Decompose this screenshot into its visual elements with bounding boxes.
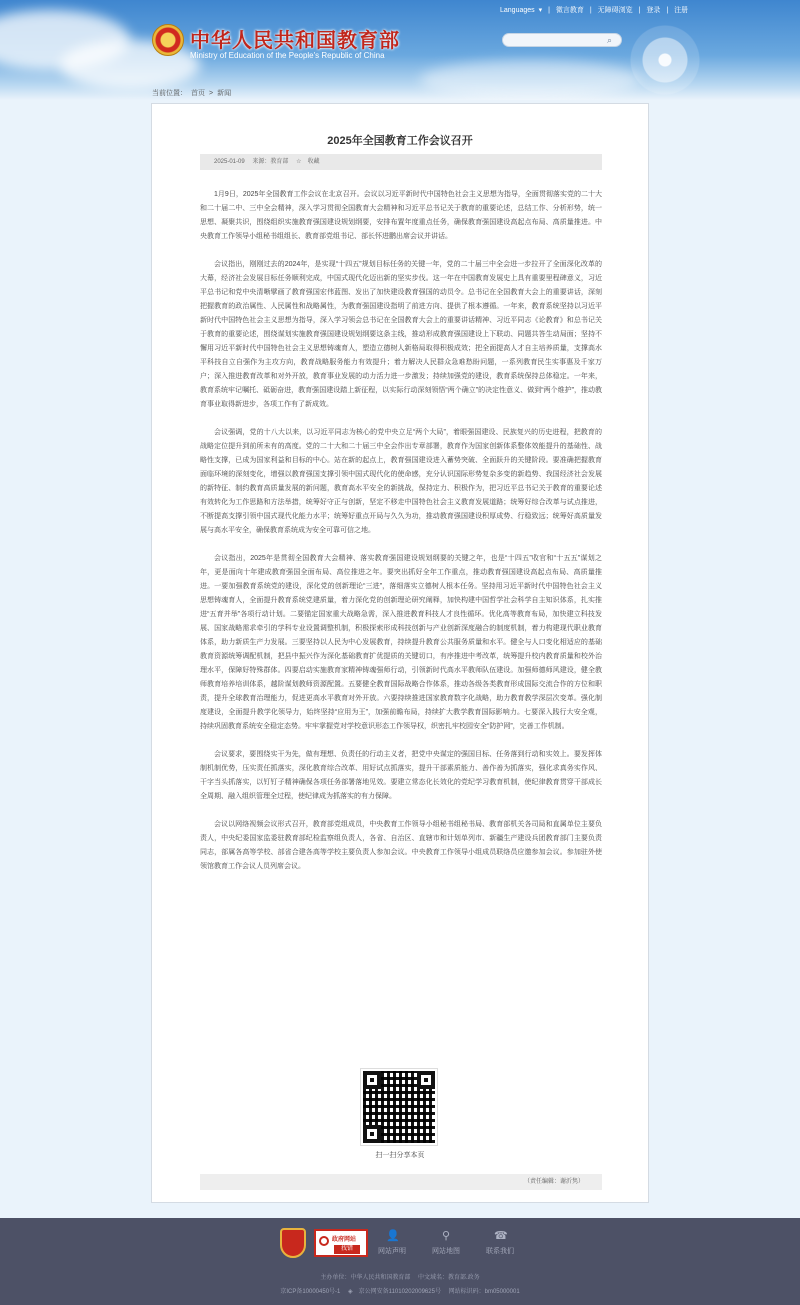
party-government-badge-icon[interactable] [280, 1228, 306, 1258]
qr-finder-pattern [417, 1071, 435, 1089]
location-pin-icon: ⚲ [441, 1230, 451, 1242]
article-container [151, 103, 649, 1203]
footer-domain: 中文域名：教育部.政务 [418, 1275, 480, 1281]
magnifier-icon [319, 1236, 329, 1246]
footer-organizer-line [0, 1272, 800, 1281]
topnav-languages[interactable]: Languages [500, 7, 535, 14]
footer-link-sitemap[interactable] [426, 1230, 466, 1256]
article-paragraph: 1月9日，2025年全国教育工作会议在北京召开。会议以习近平新时代中国特色社会主义思想为指导，全面贯彻落实党的二十大和二十届二中、三中全会精神，深入学习贯彻全国教育大会精神和习近平总书记关于教育的重要论述，总结工作、分析形势，统一思想、凝聚共识，围绕组织实施教育强国建设规划纲要，安排布置年度重点任务，确保教育强国建设高起点布局、高质量推进。中央教育工作领导小组秘书组组长、教育部党组书记、部长怀进鹏出席会议并讲话。 [200, 191, 602, 240]
contact-icon: ☎ [494, 1230, 508, 1242]
footer-organizer: 主办单位：中华人民共和国教育部 [320, 1275, 411, 1281]
dandelion-decoration [630, 25, 700, 95]
article-paragraph: 会议指出，2025年是贯彻全国教育大会精神、落实教育强国建设规划纲要的关键之年，也是“十四五”收官和“十五五”谋划之年，更是面向十年建成教育强国全面布局、高位推进之年。要突出抓好全年工作重点，推动教育强国建设高起点布局、高质量推进。一要加强教育系统党的建设，深化党的创新理论“三进”，落细落实立德树人根本任务。坚持用习近平新时代中国特色社会主义思想铸魂育人，全面提升教育系统党建质量，着力深化党的创新理论研究阐释，加快构建中国哲学社会科学自主知识体系，扎实推进“五育并举”各项行动计划。二要锚定国家重大战略急需，深入推进教育科技人才良性循环。优化高等教育布局，加快建立科技发展、国家战略需求牵引的学科专业设置调整机制，积极探索形成科技创新与产业创新深度融合的制度机制，着力构建现代职业教育体系，助力新质生产力发展。三要坚持以人民为中心发展教育，持续提升教育公共服务质量和水平。健全与人口变化相适应的基础教育资源统筹调配机制，把县中振兴作为深化基础教育扩优提质的关键切口，有序推进中考改革，统筹提升校内教育质量和校外治理水平，保障好特殊群体。四要启动实施教育家精神铸魂强师行动，引领新时代高水平教师队伍建设。加强师德师风建设，健全教师教育培养培训体系，越阶谋划教师资源配置。五要健全教育国际战略合作体系，推动各级各类教育形成国际交流合作的方位和职责，提升全球教育治理能力，促进更高水平教育对外开放。六要持续推进国家教育数字化战略，助力教育教学深层次变革。强化制度建设，全面提升教学化领导力，始终坚持“应用为王”，加强前瞻布局，持续扩大教学教育国际影响力。七要深入践行大安全观，持续巩固教育系统安全稳定态势。牢牢掌握党对学校意识形态工作领导权，织密扎牢校园安全“防护网”，完善工作机制。 [200, 555, 602, 730]
government-site-error-report-badge[interactable] [314, 1229, 368, 1257]
topnav-register[interactable]: 注册 [674, 7, 689, 14]
article-paragraph: 会议强调，党的十八大以来，以习近平同志为核心的党中央立足“两个大局”，着眼强国建设、民族复兴的历史进程，把教育的战略定位提升到前所未有的高度。党的二十大和二十届三中全会作出专章部署，教育作为国家创新体系整体效能提升的基础性、战略性支撑，已成为国家利益和目标的中心。站在新的起点上，教育强国建设进入蓄势突破、全面跃升的关键阶段。要准确把握教育面临环境的深刻变化，增强以教育强国支撑引领中国式现代化的使命感，充分认识国际形势复杂多变的新趋势、我国经济社会发展的新特征、制约教育高质量发展的新问题，教育高水平安全的新挑战，保持定力、积极作为，把习近平总书记关于教育的重要论述有效转化为工作思路和方法举措，统筹好守正与创新，坚定不移走中国特色社会主义教育发展道路；统筹好综合改革与试点推进，不断提高支撑引领中国式现代化能力水平；统筹好重点开局与久久为功，推动教育强国建设积厚成势、行稳致远；统筹好高质量发展与高水平安全，确保教育系统成为安全可靠可信之地。 [200, 429, 602, 534]
search-icon[interactable]: ⌕ [607, 35, 613, 45]
site-subtitle: Ministry of Education of the People's Republic of China [190, 51, 385, 60]
chevron-down-icon: ▾ [538, 7, 543, 14]
footer-link-label: 联系我们 [486, 1248, 514, 1255]
article-paragraph: 会议指出，刚刚过去的2024年，是实现“十四五”规划目标任务的关键一年，党的二十届三中全会进一步拉开了全面深化改革的大幕，经济社会发展目标任务顺利完成，中国式现代化迈出新的坚实步伐。这一年在中国教育发展史上具有重要里程碑意义，习近平总书记和党中央清晰擘画了教育强国宏伟蓝图、发出了加快建设教育强国的动员令。总书记在全国教育大会上的重要讲话，深刻把握教育的政治属性、人民属性和战略属性，为教育强国建设指明了前进方向、提供了根本遵循。一年来，教育系统坚持以习近平新时代中国特色社会主义思想为指导，深入学习领会总书记在全国教育大会上的重要讲话精神、习近平同志《论教育》和总书记关于教育的重要论述，围绕谋划实施教育强国建设规划纲要这条主线，推动形成教育强国建设上下联动、同题共答生动局面；坚持不懈用习近平新时代中国特色社会主义思想铸魂育人，塑造立德树人新格局取得积极成效；把全面提高人才自主培养质量，支撑高水平科技自立自强作为主攻方向，教育战略服务能力有效提升；着力解决人民群众急难愁盼问题，一系列教育民生实事惠及千家万户；深入推进教育改革和对外开放，教育事业发展的动力活力进一步激发；持续加强党的建设，教育系统保持总体稳定。一年来，教育系统牢记嘱托、砥砺奋进，教育强国建设踏上新征程，以实际行动深刻领悟“两个确立”的决定性意义、做到“两个维护”，推动教育事业取得新进步，各项工作有了新成效。 [200, 261, 602, 408]
topnav-separator: | [589, 7, 592, 14]
footer-site-code: 网站标识码：bm05000001 [448, 1289, 520, 1295]
breadcrumb-label: 当前位置： [152, 90, 187, 97]
footer-icp[interactable]: 京ICP备10000450号-1 [280, 1289, 341, 1295]
breadcrumb-news[interactable]: 新闻 [217, 90, 232, 97]
topnav-weiyan[interactable]: 微言教育 [555, 7, 584, 14]
footer-police-record[interactable]: 京公网安备11010202009625号 [358, 1289, 441, 1295]
article-date: 2025-01-09 [214, 159, 245, 165]
qr-caption: 扫一扫分享本页 [375, 1152, 425, 1159]
topnav-accessibility[interactable]: 无障碍浏览 [597, 7, 633, 14]
qr-finder-pattern [363, 1071, 381, 1089]
footer-link-label: 网站声明 [378, 1248, 406, 1255]
footer-link-contact[interactable] [480, 1230, 520, 1256]
site-title[interactable]: 中华人民共和国教育部 [190, 30, 400, 52]
top-navigation [500, 5, 692, 15]
footer-link-label: 网站地图 [432, 1248, 460, 1255]
breadcrumb-home[interactable]: 首页 [191, 90, 205, 97]
qr-finder-pattern [363, 1125, 381, 1143]
site-footer [0, 1218, 800, 1305]
article-body [200, 188, 602, 888]
topnav-separator: | [638, 7, 641, 14]
article-title: 2025年全国教育工作会议召开 [327, 135, 473, 147]
site-header [0, 0, 800, 100]
article-source: 来源：教育部 [252, 159, 289, 165]
police-badge-icon: ◈ [348, 1289, 353, 1295]
breadcrumb-separator: > [209, 90, 214, 97]
badge-label: 找错 [334, 1245, 360, 1254]
article-paragraph: 会议要求，要围绕实干为先，做有理想、负责任的行动主义者，把党中央谋定的强国目标、任务落到行动和实效上。要发挥体制机制优势，压实责任抓落实，深化教育综合改革、用好试点抓落实，提升干部素质能力、善作善为抓落实，强化求真务实作风、干字当头抓落实，以钉钉子精神确保各项任务部署落地见效。要建立常态化长效化的党纪学习教育机制，使纪律教育贯穿干部成长全周期、融入组织管理全过程，使纪律成为抓落实的有力保障。 [200, 751, 602, 800]
topnav-login[interactable]: 登录 [646, 7, 661, 14]
footer-link-statement[interactable] [372, 1230, 412, 1256]
star-icon[interactable]: ☆ [296, 159, 302, 165]
topnav-separator: | [666, 7, 669, 14]
search-input[interactable] [502, 33, 622, 47]
cloud-decoration [420, 60, 640, 100]
badge-title: 政府网站 [332, 1237, 357, 1243]
user-icon: 👤 [386, 1230, 400, 1242]
topnav-separator: | [548, 7, 550, 14]
favorite-button[interactable]: 收藏 [307, 159, 320, 165]
footer-registration-line [0, 1286, 800, 1295]
article-meta-bar [200, 154, 602, 170]
breadcrumb [152, 88, 235, 98]
national-emblem-icon[interactable] [152, 24, 184, 56]
share-qr-code [361, 1069, 437, 1145]
article-paragraph: 会议以网络视频会议形式召开，教育部党组成员，中央教育工作领导小组秘书组秘书局、教育部机关各司局和直属单位主要负责人，中央纪委国家监委驻教育部纪检监察组负责人，各省、自治区、直辖市和计划单列市、新疆生产建设兵团教育部门主要负责同志，部属各高等学校、部省合建各高等学校主要负责人参加会议。中央教育工作领导小组成员联络员应邀参加会议。参加驻外使领馆教育工作会议人员列席会议。 [200, 821, 602, 870]
responsible-editor: （责任编辑：谢沂隽） [200, 1174, 602, 1190]
